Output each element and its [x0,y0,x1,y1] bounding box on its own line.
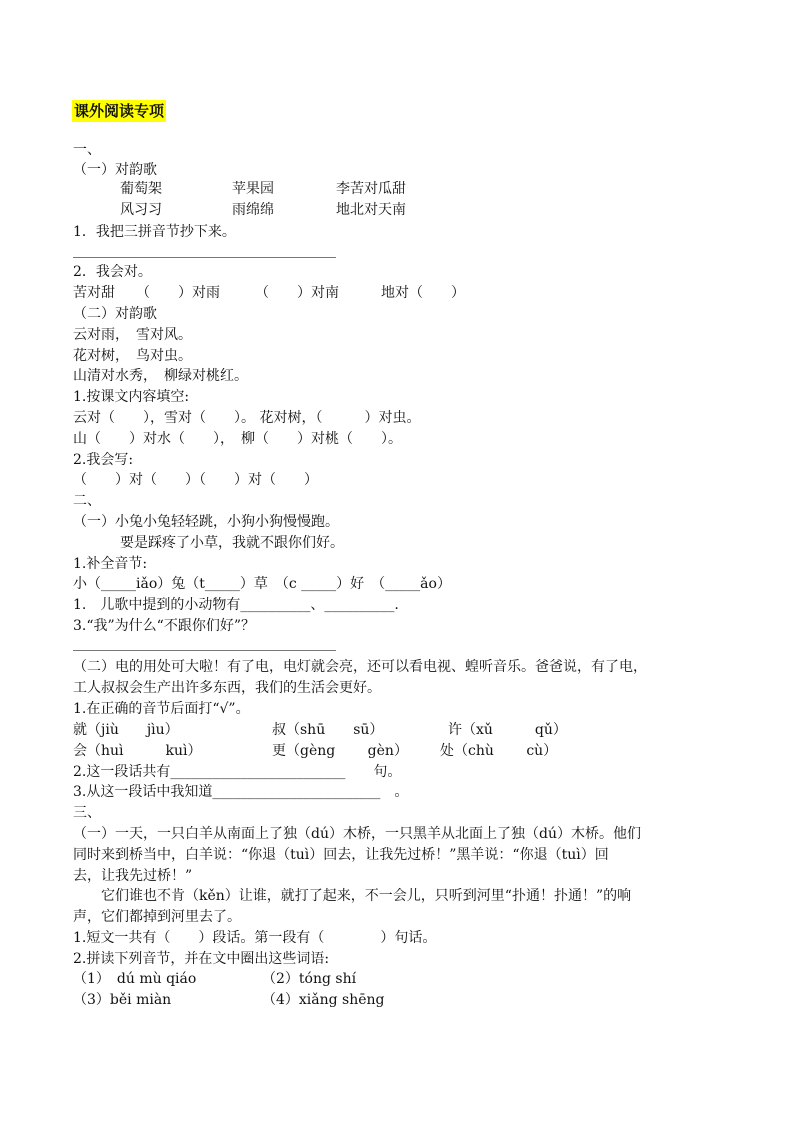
passage-line: （一）一天，一只白羊从南面上了独（dú）木桥，一只黑羊从北面上了独（dú）木桥。他们 [73,826,641,842]
poem-line: 山清对水秀， 柳绿对桃红。 [73,368,248,384]
passage-line: 工人叔叔会生产出许多东西，我们的生活会更好。 [73,680,381,696]
subsection-heading: （二）对韵歌 [73,306,157,322]
poem-word: 风习习 [120,202,162,218]
question: 1．我把三拼音节抄下来。 [73,224,236,240]
pinyin-choice: 就（jiù jìu） [73,722,179,738]
pinyin-word: （2）tóng shí [262,971,357,987]
poem-word: 地北对天南 [336,202,406,218]
passage-line: （一）小兔小兔轻轻跳，小狗小狗慢慢跑。 [73,514,339,530]
pinyin-choice: 更（gèng gèn） [272,743,408,759]
question: 2．我会对。 [73,264,152,280]
question: 3.“我”为什么“不跟你们好”？ [73,618,255,634]
question: 1.补全音节: [73,556,148,572]
pinyin-word: （3）běi miàn [73,992,172,1008]
question: 1.短文一共有（ ）段话。第一段有（ ）句话。 [73,930,437,946]
poem-word: 葡萄架 [120,181,162,197]
pinyin-choice: 会（huì kuì） [73,743,202,759]
fill-in-line: 苦对甜 （ ）对雨 （ ）对南 地对（ ） [73,285,465,301]
pinyin-word: （4）xiǎng shēng [262,992,385,1008]
passage-line: （二）电的用处可大啦！有了电，电灯就会亮，还可以看电视、蝗听音乐。爸爸说，有了电， [73,659,647,675]
poem-word: 苹果园 [232,181,274,197]
pinyin-word: （1） dú mù qiáo [73,971,197,987]
subsection-heading: （一）对韵歌 [73,162,157,178]
passage-line: 同时来到桥当中，白羊说：“你退（tuì）回去，让我先过桥！”黑羊说：“你退（tuì）回 [73,847,609,863]
fill-in-line: （ ）对（ ）（ ）对（ ） [73,472,318,488]
question: 1. 儿歌中提到的小动物有__________、__________. [73,597,399,613]
pinyin-choice: 处（chù cù） [440,743,558,759]
poem-word: 李苦对瓜甜 [336,181,406,197]
question: 2.我会写: [73,452,134,468]
passage-line: 声，它们都掉到河里去了。 [73,909,241,925]
fill-in-line: 3.从这一段话中我知道________________________ 。 [73,784,409,800]
page-title: 课外阅读专项 [74,102,165,120]
answer-line[interactable] [73,650,336,651]
poem-line: 花对树， 鸟对虫。 [73,348,192,364]
poem-line: 云对雨， 雪对风。 [73,327,192,343]
pinyin-choice: 叔（shū sū） [272,722,384,738]
fill-in-line: 小（_____iǎo）兔（t_____）草 （c _____）好 （_____ǎo） [73,576,451,592]
question: 2.拼读下列音节，并在文中圈出这些词语: [73,951,330,967]
pinyin-choice: 许（xǔ qǔ） [448,722,567,738]
section-heading-2: 二、 [73,493,101,509]
question: 1.在正确的音节后面打“√”。 [73,701,250,717]
answer-line[interactable] [73,257,336,258]
section-heading-1: 一、 [73,142,101,158]
fill-in-line: 云对（ ），雪对（ ）。 花对树，（ ）对虫。 [73,410,421,426]
passage-line: 要是踩疼了小草，我就不跟你们好。 [120,535,344,551]
poem-word: 雨绵绵 [232,202,274,218]
passage-line: 它们谁也不肯（kěn）让谁，就打了起来，不一会儿，只听到河里“扑通！扑通！”的响 [73,888,632,904]
fill-in-line: 山（ ）对水（ ）， 柳（ ）对桃（ ）。 [73,431,402,447]
question: 1.按课文内容填空: [73,389,190,405]
passage-line: 去，让我先过桥！” [73,868,193,884]
section-heading-3: 三、 [73,805,101,821]
fill-in-line: 2.这一段话共有_________________________ 句。 [73,764,402,780]
